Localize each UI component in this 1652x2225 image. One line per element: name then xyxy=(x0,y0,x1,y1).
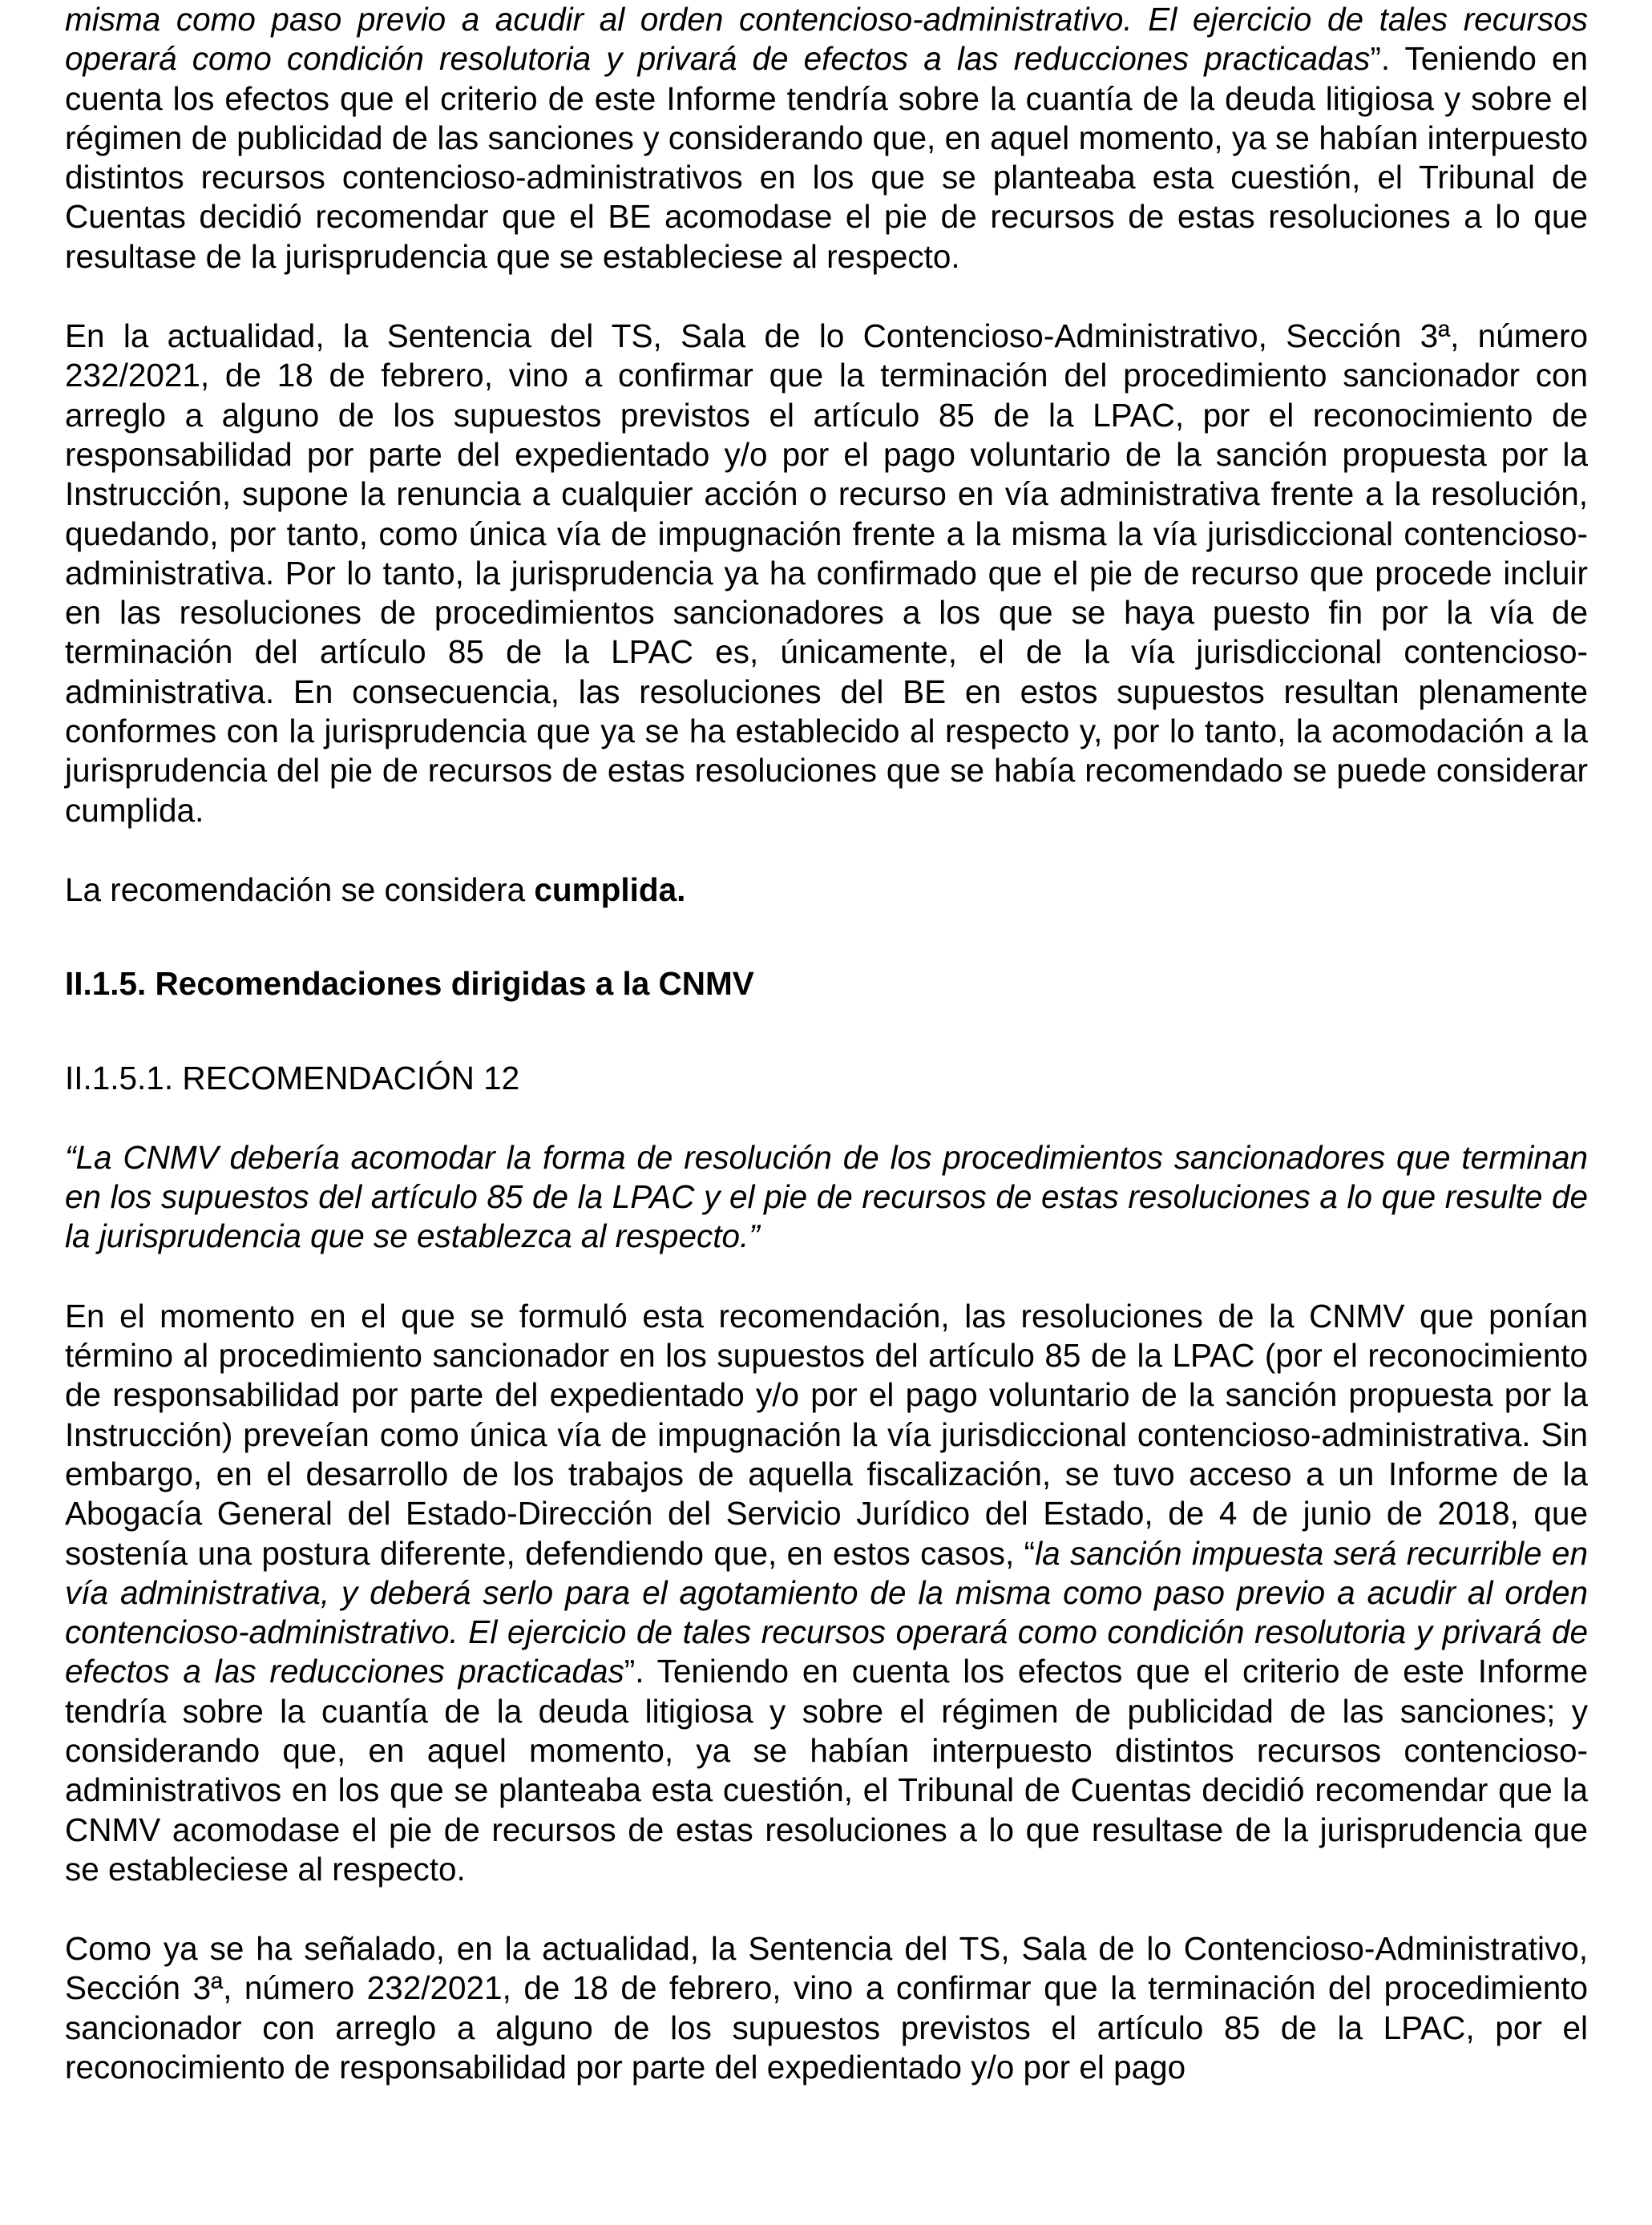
section-heading: II.1.5. Recomendaciones dirigidas a la CNMV xyxy=(65,965,754,1003)
document-page xyxy=(65,0,1588,2087)
paragraph-text: ”. Teniendo en cuenta los efectos que el criterio de este Informe tendría sobre la cuantía de la deuda litigiosa y sobre el régimen de publicidad de las sanciones; y considerando que, en aquel momento, ya se habían interpuesto distintos recursos contencioso-administrativos en los que se planteaba esta cuestión, el Tribunal de Cuentas decidió recomendar que la CNMV acomodase el pie de recursos de estas resoluciones a lo que resultase de la jurisprudencia que se estableciese al respecto. xyxy=(65,1653,1589,1888)
subsection-heading: II.1.5.1. RECOMENDACIÓN 12 xyxy=(65,1059,520,1096)
quoted-report-text: la sanción impuesta será recurrible en vía administrativa, y deberá serlo para el agotamiento de la misma como paso previo a acudir al orden contencioso-administrativo. El ejercicio de tales recursos operará como condición resolutoria y privará de efectos a las reducciones practicadas xyxy=(65,1534,1588,1690)
paragraph-continuation xyxy=(65,0,1588,277)
paragraph-cnmv-context xyxy=(65,1297,1588,1889)
quoted-report-text: misma como paso previo a acudir al orden contencioso-administrativo. El ejercicio de tales recursos operará como condición resolutoria y privará de efectos a las reducciones practicadas xyxy=(65,1,1588,78)
paragraph-conclusion xyxy=(65,870,1588,910)
paragraph-sentencia-be: En la actualidad, la Sentencia del TS, Sala de lo Contencioso-Administrativo, Sección 3ª, número 232/2021, de 18 de febrero, vino a confirmar que la terminación del procedimiento sancionador con arreglo a alguno de los supuestos previstos el artículo 85 de la LPAC, por el reconocimiento de responsabilidad por parte del expedientado y/o por el pago voluntario de la sanción propuesta por la Instrucción, supone la renuncia a cualquier acción o recurso en vía administrativa frente a la resolución, quedando, por tanto, como única vía de impugnación frente a la misma la vía jurisdiccional contencioso-administrativa. Por lo tanto, la jurisprudencia ya ha confirmado que el pie de recurso que procede incluir en las resoluciones de procedimientos sancionadores a los que se haya puesto fin por la vía de terminación del artículo 85 de la LPAC es, únicamente, el de la vía jurisdiccional contencioso-administrativa. En consecuencia, las resoluciones del BE en estos supuestos resultan plenamente conformes con la jurisprudencia que ya se ha establecido al respecto y, por lo tanto, la acomodación a la jurisprudencia del pie de recursos de estas resoluciones que se había recomendado se puede considerar cumplida. xyxy=(65,317,1588,829)
conclusion-text: La recomendación se considera xyxy=(65,870,535,908)
paragraph-sentencia-cnmv: Como ya se ha señalado, en la actualidad, la Sentencia del TS, Sala de lo Contencioso-Administrativo, Sección 3ª, número 232/2021, de 18 de febrero, vino a confirmar que la terminación del procedimiento sancionador con arreglo a alguno de los supuestos previstos el artículo 85 de la LPAC, por el reconocimiento de responsabilidad por parte del expedientado y/o por el pago xyxy=(65,1930,1588,2086)
status-cumplida: cumplida. xyxy=(534,870,686,908)
paragraph-text: ”. Teniendo en cuenta los efectos que el criterio de este Informe tendría sobre la cuantía de la deuda litigiosa y sobre el régimen de publicidad de las sanciones y considerando que, en aquel momento, ya se habían interpuesto distintos recursos contencioso-administrativos en los que se planteaba esta cuestión, el Tribunal de Cuentas decidió recomendar que el BE acomodase el pie de recursos de estas resoluciones a lo que resultase de la jurisprudencia que se estableciese al respecto. xyxy=(65,40,1588,275)
recommendation-quote: “La CNMV debería acomodar la forma de resolución de los procedimientos sancionadores que terminan en los supuestos del artículo 85 de la LPAC y el pie de recursos de estas resoluciones a lo que resulte de la jurisprudencia que se establezca al respecto.” xyxy=(65,1138,1588,1255)
paragraph-text: En el momento en el que se formuló esta recomendación, las resoluciones de la CNMV que ponían término al procedimiento sancionador en los supuestos del artículo 85 de la LPAC (por el reconocimiento de responsabilidad por parte del expedientado y/o por el pago voluntario de la sanción propuesta por la Instrucción) preveían como única vía de impugnación la vía jurisdiccional contencioso-administrativa. Sin embargo, en el desarrollo de los trabajos de aquella fiscalización, se tuvo acceso a un Informe de la Abogacía General del Estado-Dirección del Servicio Jurídico del Estado, de 4 de junio de 2018, que sostenía una postura diferente, defendiendo que, en estos casos, “ xyxy=(65,1297,1588,1572)
